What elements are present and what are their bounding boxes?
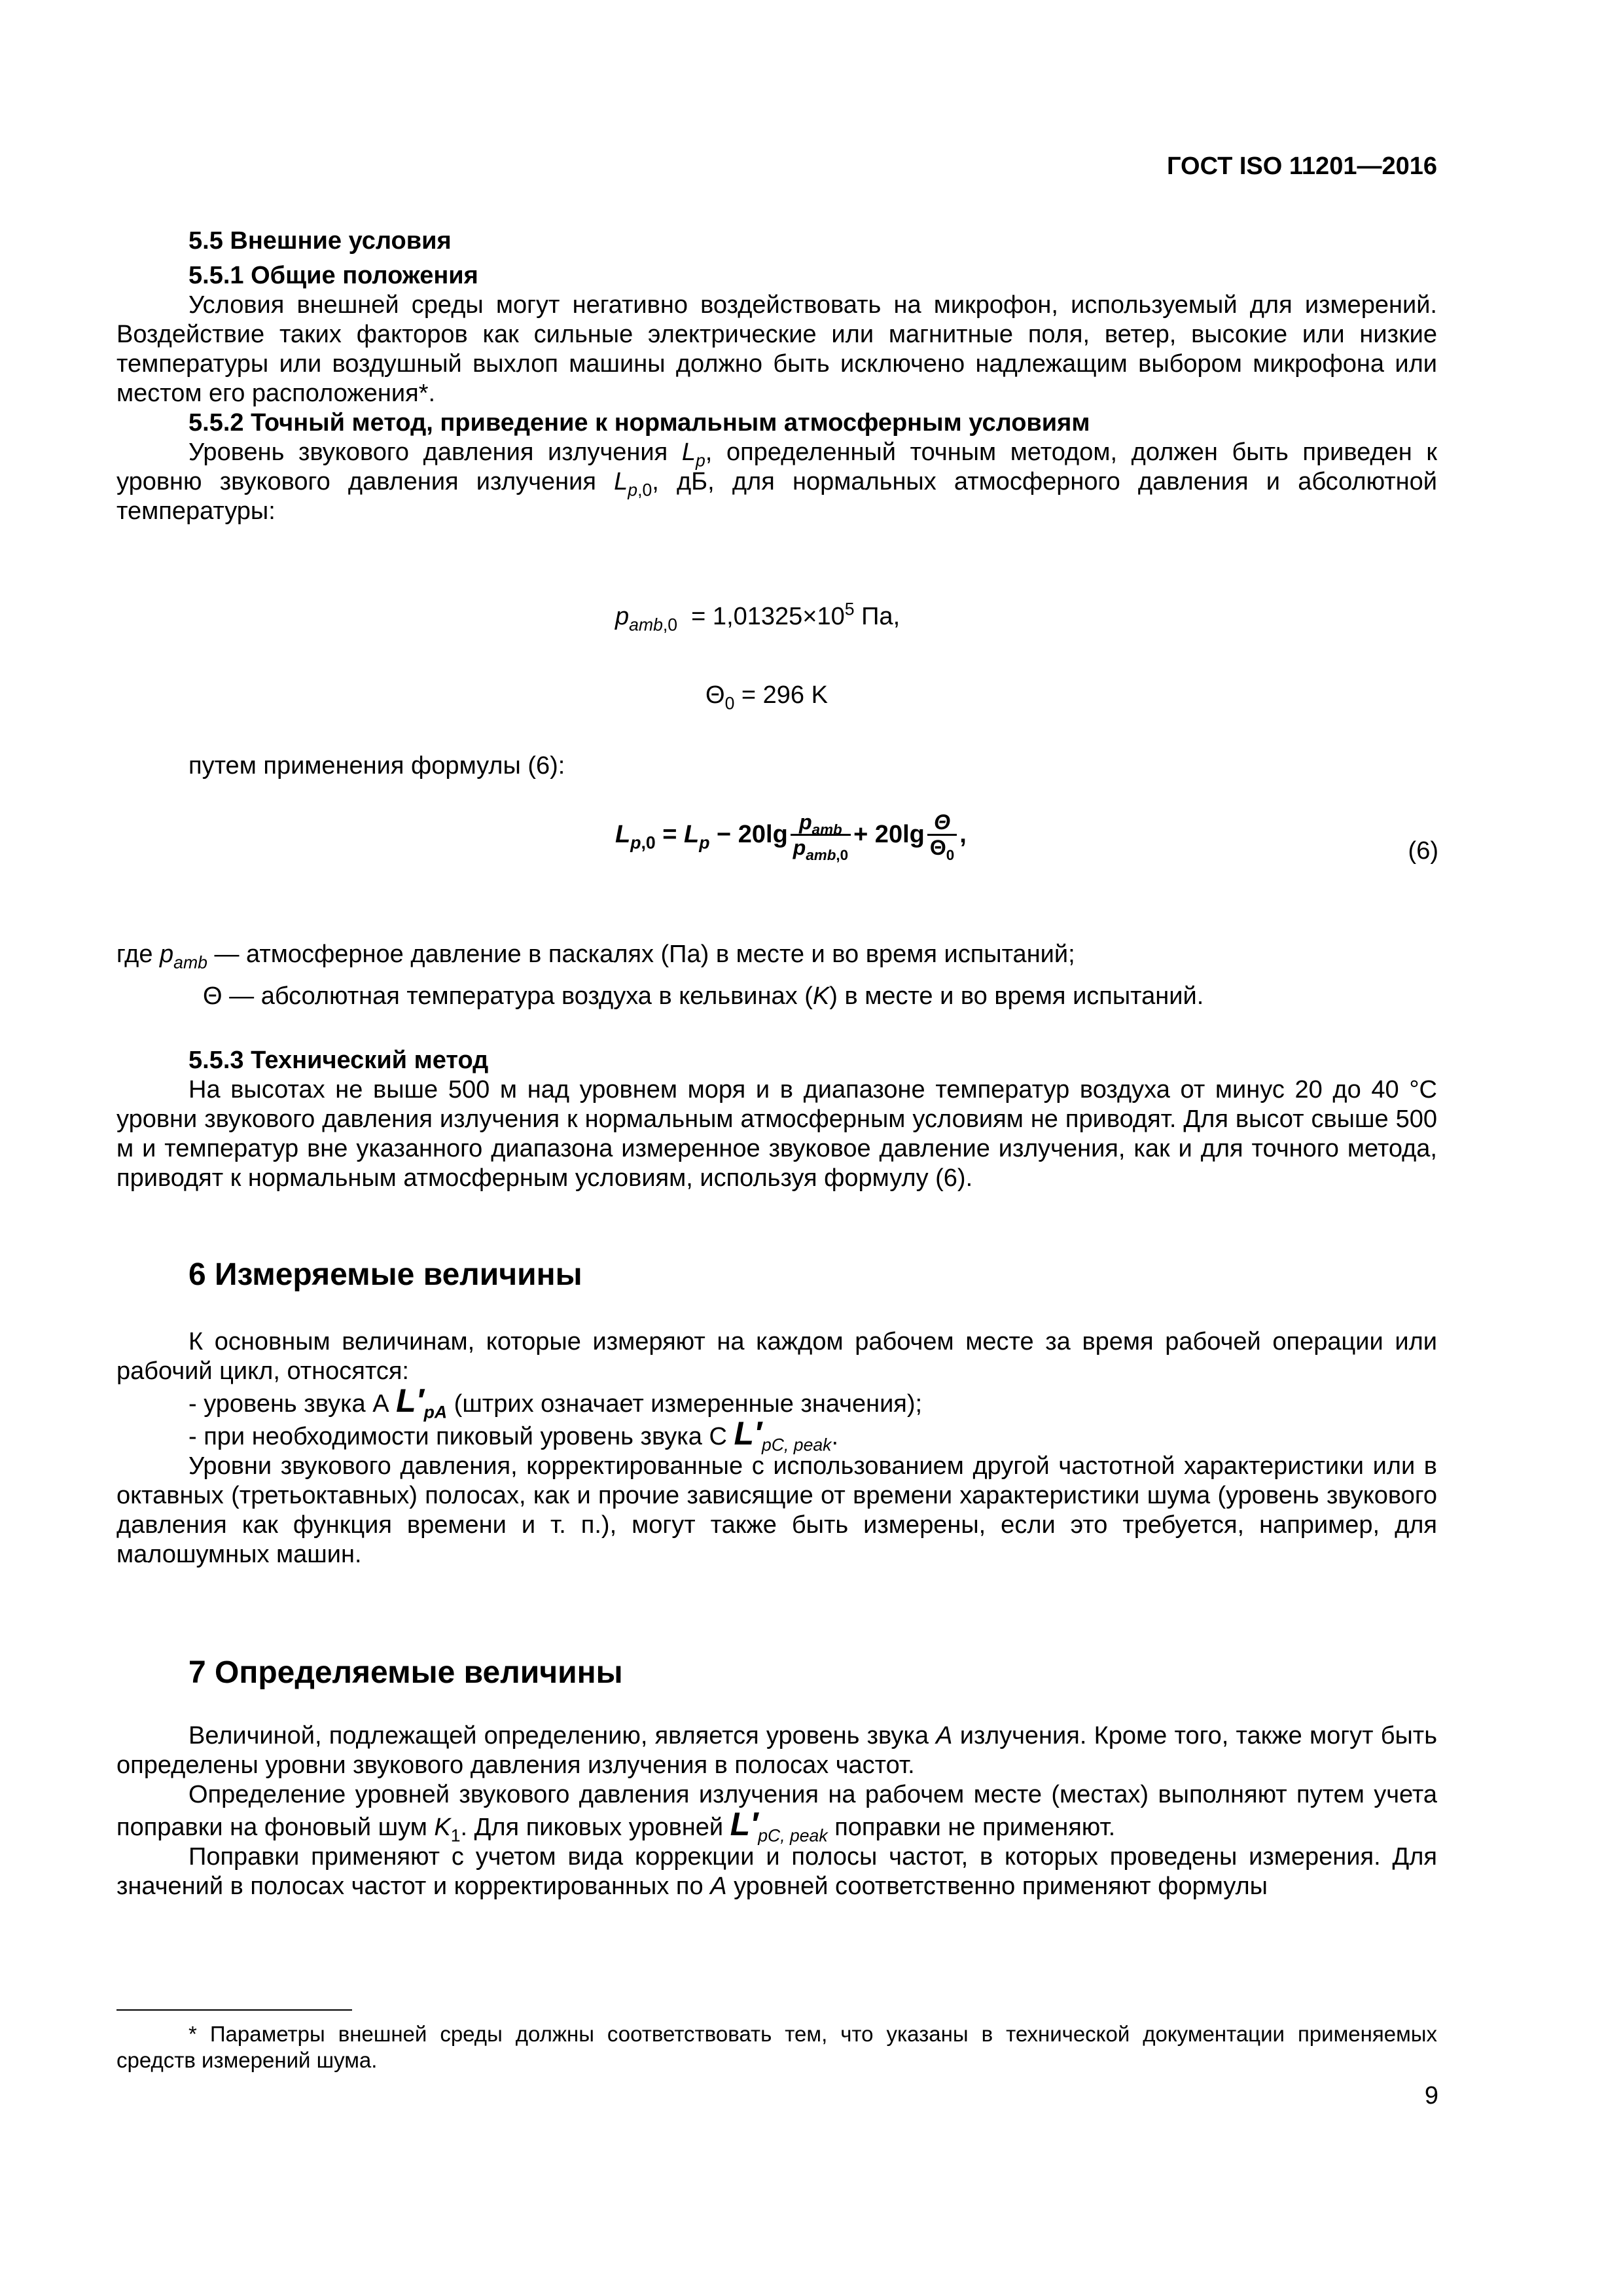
section-6 — [116, 1327, 1437, 1570]
paragraph-7-2: Определение уровней звукового давления излучения на рабочем месте (местах) выполняют путем учета поправки на фоновый шум $K_1$. Для пиковых уровней $L'_{pC, peak}$ поправки не применяют. — [116, 1781, 1437, 1846]
heading-5-5: 5.5 Внешние условия — [188, 227, 452, 255]
list-item: - уровень звука А $L'_{pA}$ (штрих означает измеренные значения); — [188, 1382, 923, 1422]
formula-number: (6) — [1408, 837, 1438, 865]
footnote: * Параметры внешней среды должны соответствовать тем, что указаны в технической документации применяемых средств измерений шума. — [116, 2022, 1437, 2072]
page-number: 9 — [1424, 2082, 1438, 2109]
section-5-5 — [116, 226, 1437, 526]
footnote-rule — [116, 2009, 352, 2011]
paragraph-7-1: Величиной, подлежащей определению, является уровень звука A излучения. Кроме того, также могут быть определены уровни звукового давления излучения в полосах частот. — [116, 1722, 1438, 1779]
paragraph-5-5-1: Условия внешней среды могут негативно воздействовать на микрофон, используемый для измерений. Воздействие таких факторов как сильные электрические или магнитные поля, ветер, высокие или низкие температуры или воздушный выхлоп машины должно быть исключено надлежащим выбором микрофона или местом его расположения*. — [116, 291, 1437, 407]
paragraph-5-5-3: На высотах не выше 500 м над уровнем моря и в диапазоне температур воздуха от минус 20 до 40 °С уровни звукового давления излучения к нормальным атмосферным условиям не приводят. Для высот свыше 500 м и температур вне указанного диапазона измеренное звуковое давление излучения, как и для точного метода, приводят к нормальным атмосферным условиям, используя формулу (6). — [116, 1076, 1437, 1192]
formula-6: $L_{p,0} = L_p - 20\lg$ $\frac{p_{amb}}{p_{amb,0}}$ + 20lg $\frac{\Theta}{\Theta_0}$ , — [615, 810, 967, 863]
heading-5-5-2: 5.5.2 Точный метод, приведение к нормальным атмосферным условиям — [188, 409, 1090, 437]
equation-pamb0: $p_{amb,0} = 1,01325\times 10^5$ Па, — [615, 599, 901, 635]
section-5-5-3 — [116, 1046, 1437, 1193]
heading-5-5-3: 5.5.3 Технический метод — [188, 1047, 489, 1074]
paragraph-6-text: Уровни звукового давления, корректированные с использованием другой частотной характеристики или в октавных (третьоктавных) полосах, как и прочие зависящие от времени характеристики шума (уровень звукового давления как функция времени и т. п.), могут также быть измерены, если это требуется, например, для малошумных машин. — [116, 1452, 1437, 1568]
by-formula-text: путем применения формулы (6): — [188, 752, 565, 780]
list-item: - при необходимости пиковый уровень звука С $L'_{pC, peak}$. — [188, 1415, 839, 1455]
heading-5-5-1: 5.5.1 Общие положения — [188, 262, 478, 289]
heading-7: 7 Определяемые величины — [188, 1655, 623, 1690]
definition-pamb: где $p_{amb}$ — атмосферное давление в паскалях (Па) в месте и во время испытаний; — [116, 941, 1075, 973]
equation-theta0: $\Theta_0 = 296$ K — [705, 681, 828, 713]
document-code: ГОСТ ISO 11201—2016 — [1167, 152, 1437, 180]
paragraph-5-5-2: Уровень звукового давления излучения $L_p$, определенный точным методом, должен быть приведен к уровню звукового давления излучения $L_{p,0}$, дБ, для нормальных атмосферного давления и абсолютной температуры: — [116, 439, 1437, 525]
heading-6: 6 Измеряемые величины — [188, 1257, 582, 1292]
paragraph-6-intro: К основным величинам, которые измеряют на каждом рабочем месте за время рабочей операции или рабочий цикл, относятся: — [116, 1328, 1437, 1385]
list-6 — [116, 1382, 1437, 1455]
section-7 — [116, 1721, 1437, 1901]
paragraph-7-3: Поправки применяют с учетом вида коррекции и полосы частот, в которых проведены измерения. Для значений в полосах частот и корректированных по A уровней соответственно применяют формулы — [116, 1843, 1437, 1900]
definition-theta: Θ — абсолютная температура воздуха в кельвинах (K) в месте и во время испытаний. — [203, 982, 1204, 1010]
